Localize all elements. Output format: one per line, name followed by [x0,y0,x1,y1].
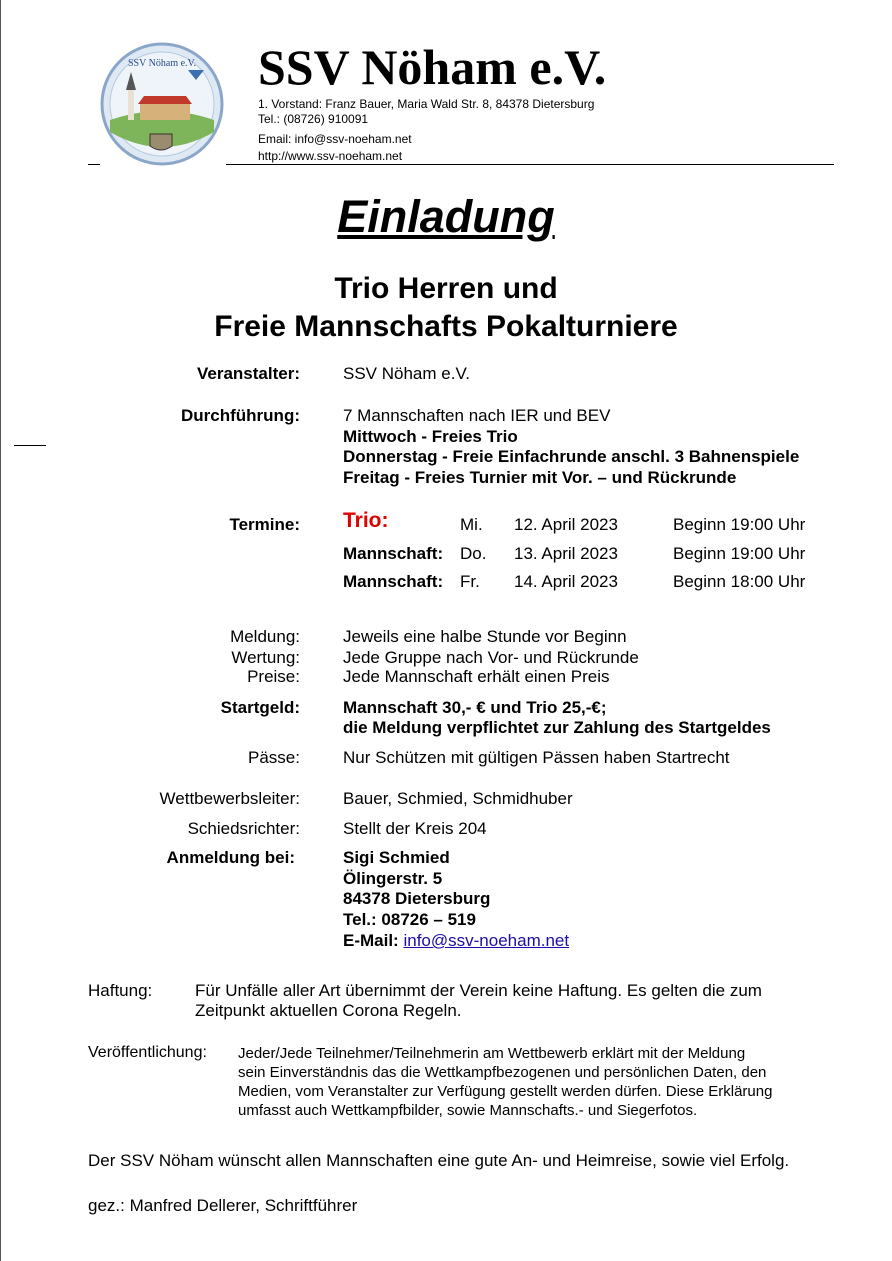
publication-label: Veröffentlichung: [88,1044,207,1061]
fee-line-2: die Meldung verpflichtet zur Zahlung des Startgeldes [343,718,771,737]
date-row-1-day: Mi. [460,515,483,534]
header-rule-left [88,164,100,165]
date-row-3-category: Mannschaft: [343,572,444,591]
date-row-3-date: 14. April 2023 [514,572,618,591]
date-row-3-day: Fr. [460,572,480,591]
signup-name: Sigi Schmied [343,848,450,867]
passes-label: Pässe: [248,748,300,767]
execution-line-2: Mittwoch - Freies Trio [343,427,518,446]
closing-wish: Der SSV Nöham wünscht allen Mannschaften eine gute An- und Heimreise, sowie viel Erfolg. [88,1151,790,1170]
publication-line-3: Medien, vom Veranstalter zur Verfügung gestellt werden dürfen. Diese Erklärung [238,1083,773,1100]
signature-line: gez.: Manfred Dellerer, Schriftführer [88,1196,358,1215]
signup-phone: Tel.: 08726 – 519 [343,910,476,929]
dates-label: Termine: [229,515,300,534]
execution-line-4: Freitag - Freies Turnier mit Vor. – und Rückrunde [343,468,737,487]
execution-line-1: 7 Mannschaften nach IER und BEV [343,406,611,425]
date-row-1-category: Trio: [343,509,389,532]
club-logo [100,42,224,166]
signup-email-label: E-Mail: [343,931,399,950]
date-row-2-day: Do. [460,544,487,563]
signup-label: Anmeldung bei: [166,848,295,867]
publication-line-2: sein Einverständnis das die Wettkampfbezogenen und persönlichen Daten, den [238,1064,767,1081]
publication-line-1: Jeder/Jede Teilnehmer/Teilnehmerin am Wettbewerb erklärt mit der Meldung [238,1045,746,1062]
fee-line-1: Mannschaft 30,- € und Trio 25,-€; [343,698,607,717]
svg-text:SSV Nöham e.V.: SSV Nöham e.V. [128,58,196,69]
date-row-1-start: Beginn 19:00 Uhr [673,515,806,534]
margin-mark [14,445,46,446]
organizer-value: SSV Nöham e.V. [343,364,470,383]
scoring-value: Jede Gruppe nach Vor- und Rückrunde [343,648,639,667]
prizes-label: Preise: [247,667,300,686]
signup-street: Ölingerstr. 5 [343,869,443,888]
fee-label: Startgeld: [220,698,300,717]
competition-lead-value: Bauer, Schmied, Schmidhuber [343,789,573,808]
date-row-2-date: 13. April 2023 [514,544,618,563]
date-row-2-category: Mannschaft: [343,544,444,563]
referee-label: Schiedsrichter: [187,819,300,838]
execution-line-3: Donnerstag - Freie Einfachrunde anschl. 3 Bahnenspiele [343,447,800,466]
subtitle-line-1: Trio Herren und [334,272,558,305]
website-line[interactable]: http://www.ssv-noeham.net [258,149,403,163]
chairman-line: 1. Vorstand: Franz Bauer, Maria Wald Str. 8, 84378 Dietersburg [258,97,595,111]
phone-line: Tel.: (08726) 910091 [258,112,369,126]
signup-email-row [343,931,569,951]
publication-line-4: umfasst auch Wettkampfbilder, sowie Mannschafts.- und Siegerfotos. [238,1102,698,1119]
referee-value: Stellt der Kreis 204 [343,819,487,838]
prizes-value: Jede Mannschaft erhält einen Preis [343,667,610,686]
passes-value: Nur Schützen mit gültigen Pässen haben Startrecht [343,748,730,767]
registration-value: Jeweils eine halbe Stunde vor Beginn [343,627,627,646]
subtitle-line-2: Freie Mannschafts Pokalturniere [214,310,678,343]
liability-label: Haftung: [88,981,153,1000]
page-title: Einladung [337,191,555,242]
liability-line-1: Für Unfälle aller Art übernimmt der Verein keine Haftung. Es gelten die zum [195,981,762,1000]
email-line[interactable]: Email: info@ssv-noeham.net [258,132,412,146]
header-rule [226,164,834,165]
registration-label: Meldung: [230,627,300,646]
date-row-2-start: Beginn 19:00 Uhr [673,544,806,563]
execution-label: Durchführung: [181,406,300,425]
club-name: SSV Nöham e.V. [258,39,607,95]
signup-email-link[interactable]: info@ssv-noeham.net [403,931,570,950]
date-row-3-start: Beginn 18:00 Uhr [673,572,806,591]
organizer-label: Veranstalter: [197,364,300,383]
competition-lead-label: Wettbewerbsleiter: [159,789,300,808]
scoring-label: Wertung: [231,648,300,667]
date-row-1-date: 12. April 2023 [514,515,618,534]
signup-city: 84378 Dietersburg [343,889,491,908]
liability-line-2: Zeitpunkt aktuellen Corona Regeln. [195,1001,462,1020]
